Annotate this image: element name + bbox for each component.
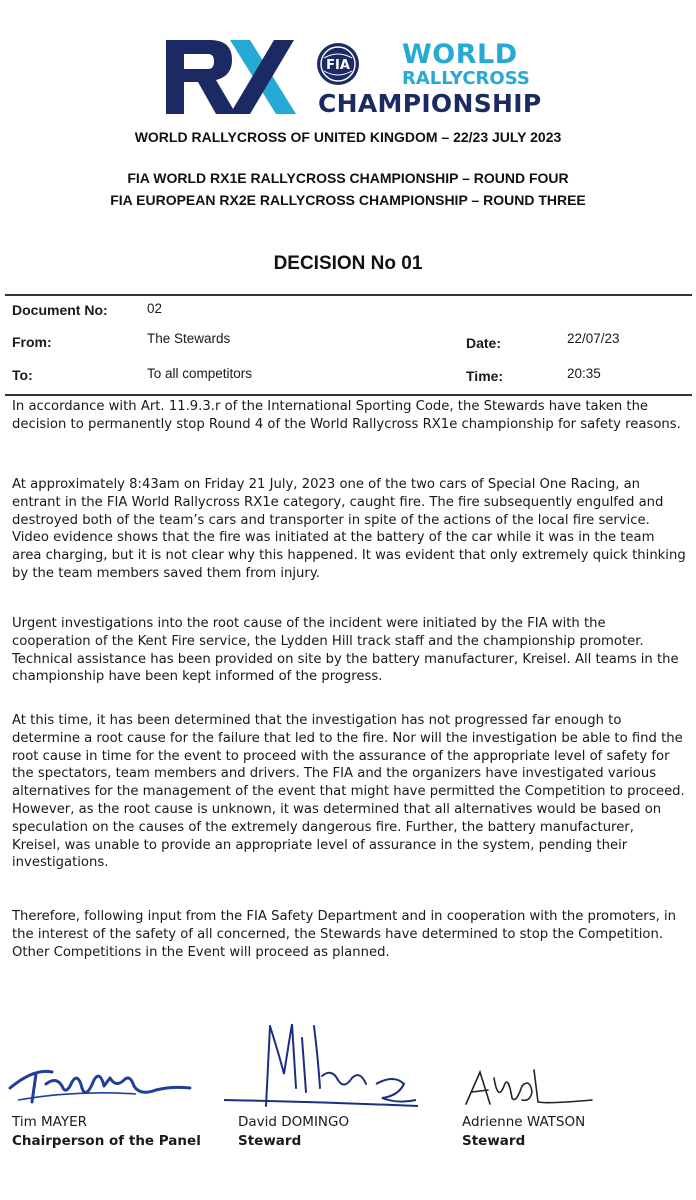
paragraph-4: At this time, it has been determined that the investigation has not progressed far enough to determine a root cause for the failure that led to the fire. Nor will the investigation be able to find the root cause in time for the event to proceed with the assurance of the appropriate level of safety for the spectators, team members and drivers. The FIA and the organizers have investigated various alternatives for the management of the event that might have permitted the Competition to proceed. However, as the root cause is unknown, it was determined that all alternatives would be based on speculation on the causes of the extremely dangerous fire. Further, the battery manufacturer, Kreisel, was unable to provide an appropriate level of assurance in the system, pending their investigations. xyxy=(12,713,685,871)
document-no-label: Document No: xyxy=(12,302,108,318)
signature-adrienne-watson xyxy=(460,1064,600,1112)
time-label: Time: xyxy=(466,368,504,384)
document-no-value: 02 xyxy=(147,301,163,316)
paragraph-1: In accordance with Art. 11.9.3.r of the International Sporting Code, the Stewards have taken the decision to permanently stop Round 4 of the World Rallycross RX1e championship for safety reasons. xyxy=(12,399,681,432)
championship-logo xyxy=(166,38,542,118)
to-value: To all competitors xyxy=(147,366,253,381)
signatory-2-name: David DOMINGO xyxy=(238,1114,350,1130)
date-value: 22/07/23 xyxy=(567,331,620,346)
fia-badge-text: FIA xyxy=(326,58,350,73)
to-label: To: xyxy=(12,367,33,383)
championship-title-1: FIA WORLD RX1E RALLYCROSS CHAMPIONSHIP – ROUND FOUR xyxy=(127,170,569,186)
paragraph-3: Urgent investigations into the root cause of the incident were initiated by the FIA with the cooperation of the Kent Fire service, the Lydden Hill track staff and the championship promoter. Technical assistance has been provided on site by the battery manufacturer, Kreisel. All teams in the championship have been kept informed of the progress. xyxy=(12,616,679,685)
signature-tim-mayer xyxy=(6,1060,192,1110)
date-label: Date: xyxy=(466,335,502,351)
signatory-1-name: Tim MAYER xyxy=(12,1114,88,1130)
event-title: WORLD RALLYCROSS OF UNITED KINGDOM – 22/23 JULY 2023 xyxy=(134,129,562,145)
logo-line-championship: CHAMPIONSHIP xyxy=(318,89,542,118)
paragraph-5: Therefore, following input from the FIA Safety Department and in cooperation with the promoters, in the interest of the safety of all concerned, the Stewards have determined to stop the Competition. Other Competitions in the Event will proceed as planned. xyxy=(12,909,676,960)
paragraph-2: At approximately 8:43am on Friday 21 July, 2023 one of the two cars of Special One Racing, an entrant in the FIA World Rallycross RX1e category, caught fire. The fire subsequently engulfed and destroyed both of the team’s cars and transporter in spite of the actions of the local fire service. Video evidence shows that the fire was initiated at the battery of the car while it was in the team area charging, but it is not clear why this happened. It was evident that only extremely quick thinking by the team members saved them from injury. xyxy=(12,477,686,581)
fia-badge-icon xyxy=(316,42,360,86)
signatory-3-role: Steward xyxy=(462,1133,526,1149)
signatory-2-role: Steward xyxy=(238,1133,302,1149)
rx-logo-mark xyxy=(166,38,298,116)
logo-line-world: WORLD xyxy=(402,39,518,70)
signatory-1-role: Chairperson of the Panel xyxy=(12,1133,201,1149)
from-value: The Stewards xyxy=(147,331,231,346)
signature-david-domingo xyxy=(222,1018,422,1118)
from-label: From: xyxy=(12,334,52,350)
decision-title: DECISION No 01 xyxy=(273,253,423,274)
championship-title-2: FIA EUROPEAN RX2E RALLYCROSS CHAMPIONSHIP – ROUND THREE xyxy=(110,192,586,208)
header-divider-top xyxy=(5,294,692,296)
signatory-3-name: Adrienne WATSON xyxy=(462,1114,586,1130)
logo-line-rallycross: RALLYCROSS xyxy=(402,68,530,89)
header-divider-bottom xyxy=(5,394,692,396)
time-value: 20:35 xyxy=(567,366,601,381)
